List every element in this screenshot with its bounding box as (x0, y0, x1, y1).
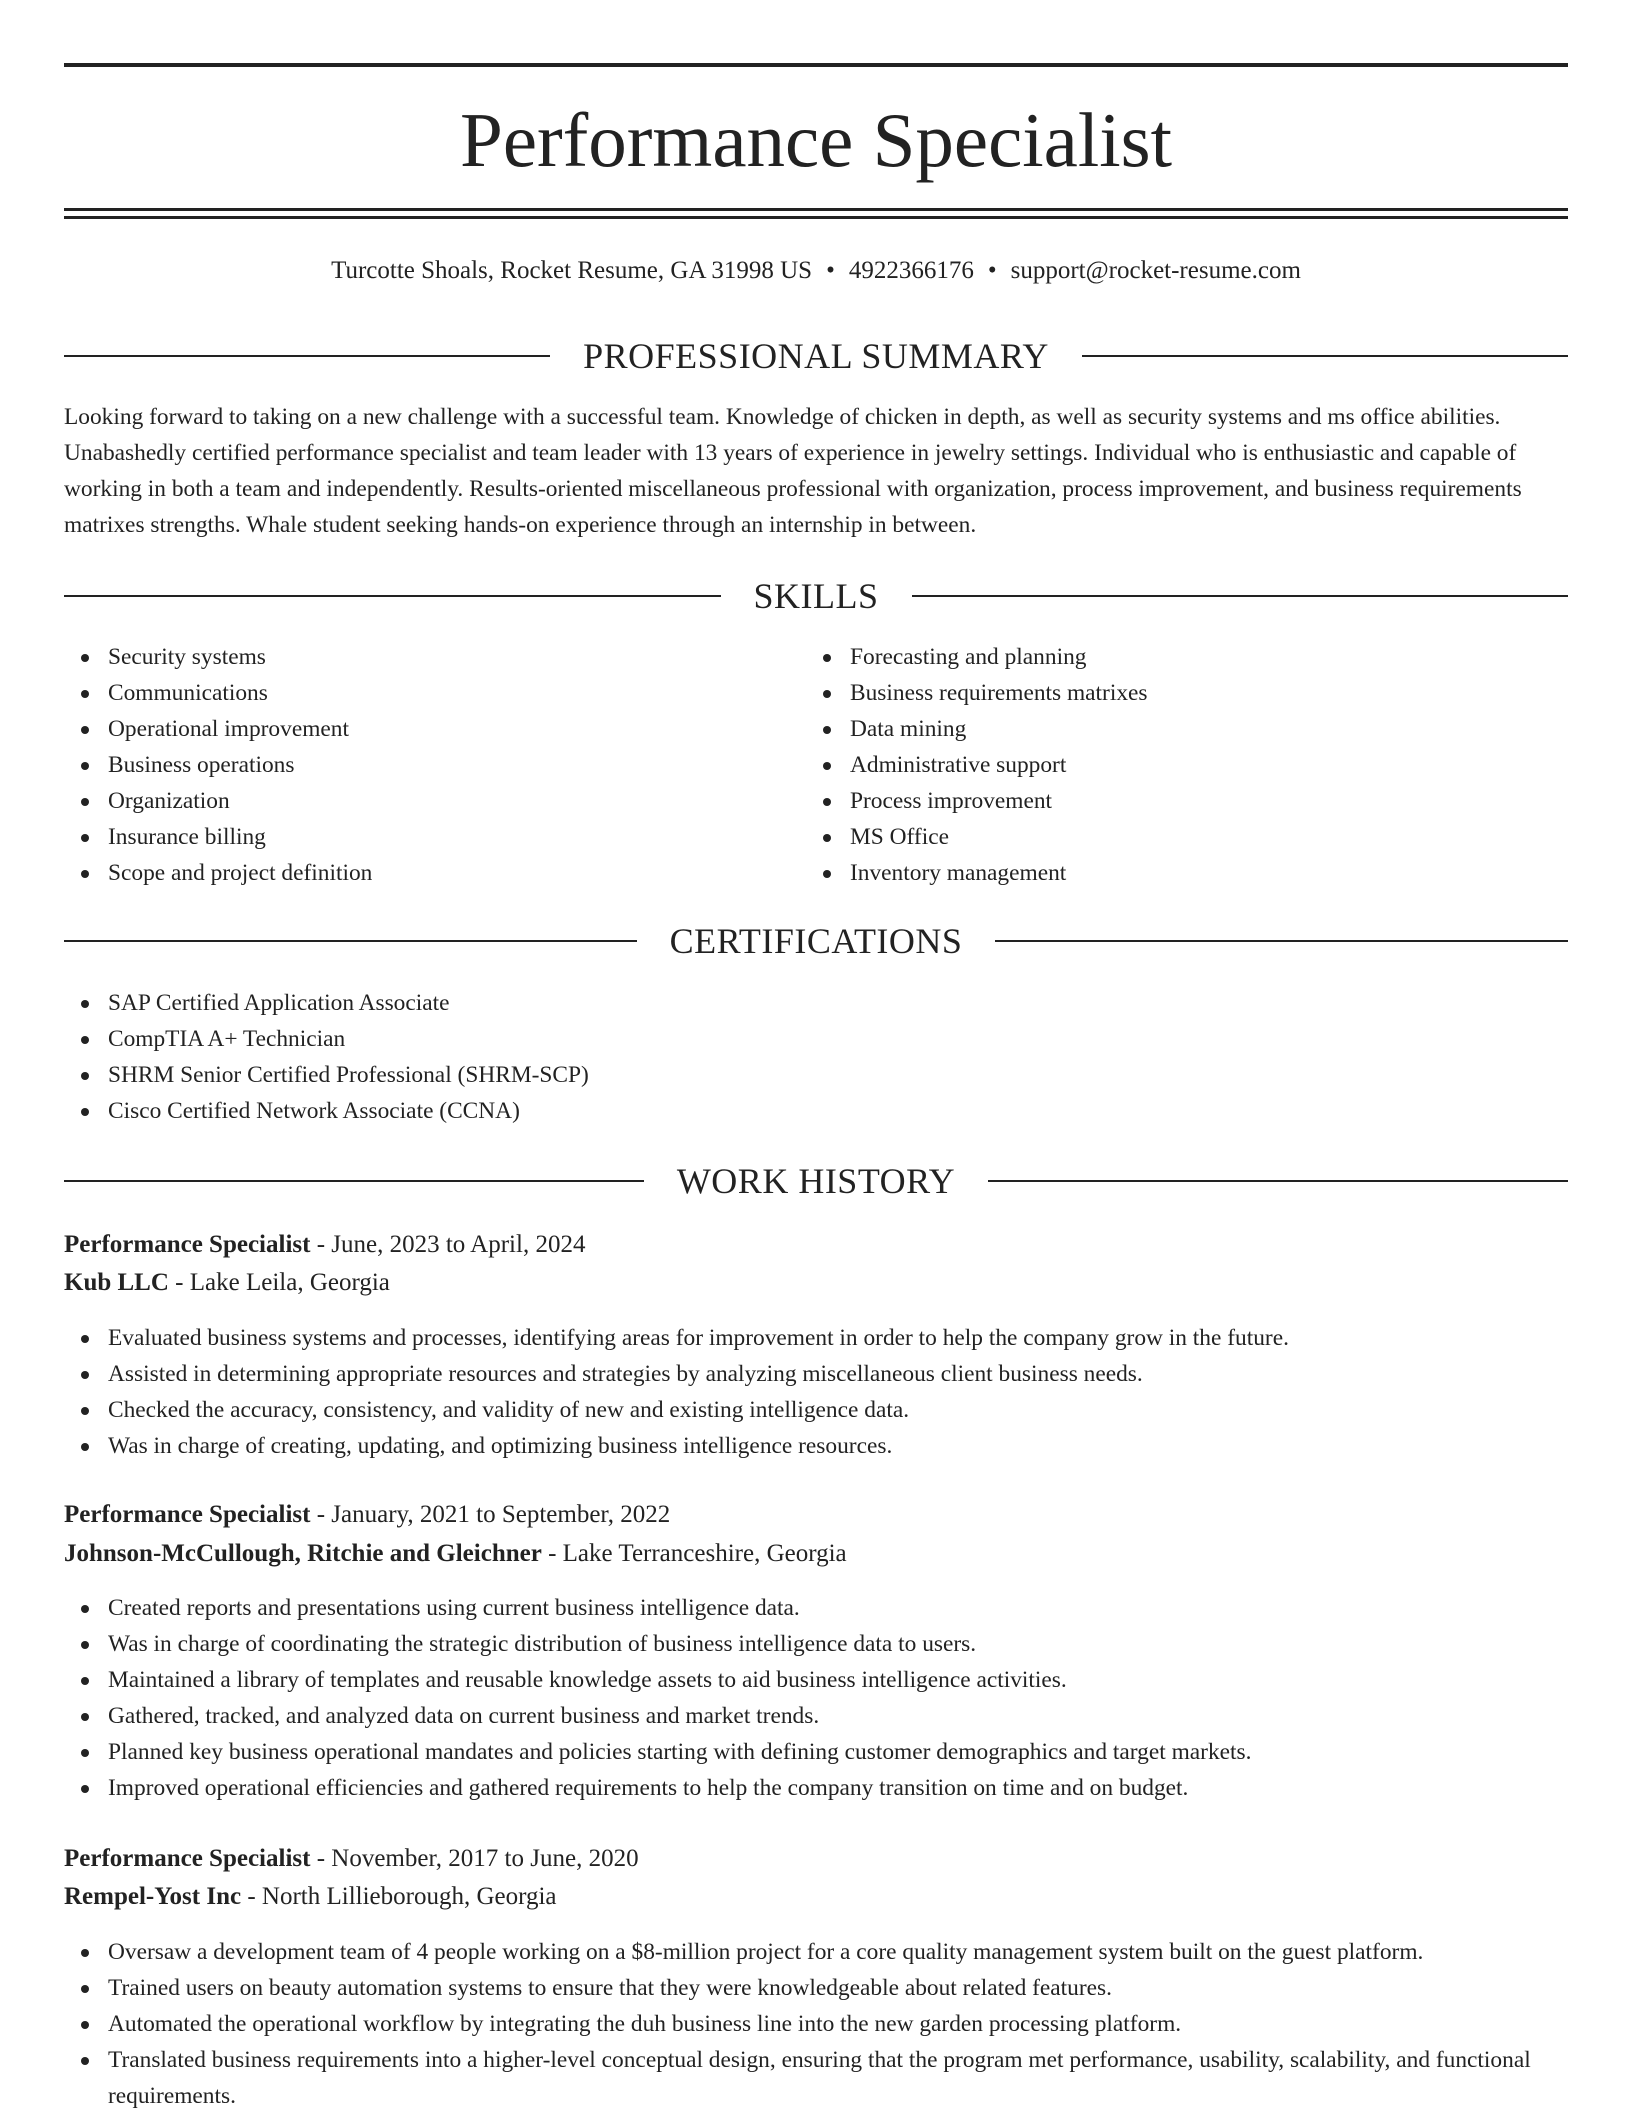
job-duties-list (64, 1320, 1568, 1464)
skill-item: Administrative support (806, 747, 1566, 783)
header-rule-upper (64, 208, 1568, 211)
contact-separator: • (987, 257, 997, 284)
summary-text: Looking forward to taking on a new challenge with a successful team. Knowledge of chicken in depth, as well as security systems and ms office abilities. Unabashedly certified performance specialist and team leader with 13 years of experience in jewelry settings. Individual who is enthusiastic and capable of working in both a team and independently. Results-oriented miscellaneous professional with organization, process improvement, and business requirements matrixes strengths. Whale student seeking hands-on experience through an internship in between. (64, 404, 1522, 538)
job-title-line (64, 1226, 1568, 1264)
skills-list-right (806, 639, 1566, 891)
heading-rule-right (1082, 355, 1568, 357)
skills-heading (64, 574, 1568, 618)
skill-item: Insurance billing (64, 819, 804, 855)
job-duty: Improved operational efficiencies and gathered requirements to help the company transition on time and on budget. (64, 1770, 1568, 1806)
job-duty: Assisted in determining appropriate resources and strategies by analyzing miscellaneous client business needs. (64, 1356, 1568, 1392)
skill-item: MS Office (806, 819, 1566, 855)
job-title: Performance Specialist (64, 1501, 311, 1528)
heading-rule-right (988, 1180, 1568, 1182)
job-duty: Planned key business operational mandates and policies starting with defining customer demographics and target markets. (64, 1734, 1568, 1770)
job-dates: - November, 2017 to June, 2020 (310, 1845, 639, 1872)
job-dates: - June, 2023 to April, 2024 (310, 1231, 586, 1258)
certifications-heading (64, 919, 1568, 963)
job-location: - North Lillieborough, Georgia (241, 1883, 557, 1910)
skill-item: Data mining (806, 711, 1566, 747)
contact-separator: • (826, 257, 835, 284)
contact-line (64, 254, 1568, 288)
job-company: Johnson-McCullough, Ritchie and Gleichner (64, 1540, 542, 1567)
section-title: CERTIFICATIONS (669, 921, 963, 961)
section-title: PROFESSIONAL SUMMARY (583, 336, 1049, 376)
certification-item: CompTIA A+ Technician (64, 1021, 1568, 1057)
skill-item: Organization (64, 783, 804, 819)
skill-item: Scope and project definition (64, 855, 804, 891)
heading-rule-left (64, 1180, 644, 1182)
job-location: - Lake Terranceshire, Georgia (541, 1540, 847, 1567)
heading-rule-left (64, 940, 637, 942)
job-company-line (64, 1264, 1568, 1302)
heading-rule-left (64, 595, 721, 597)
certification-item: SHRM Senior Certified Professional (SHRM-SCP) (64, 1057, 1568, 1093)
job-duty: Translated business requirements into a higher-level conceptual design, ensuring that the program met performance, usability, scalability, and functional requirements. (64, 2042, 1568, 2114)
contact-phone: 4922366176 (848, 257, 974, 284)
job-company-line (64, 1535, 1568, 1573)
skill-item: Forecasting and planning (806, 639, 1566, 675)
job-title: Performance Specialist (64, 1845, 311, 1872)
job-duty: Maintained a library of templates and reusable knowledge assets to aid business intelligence activities. (64, 1662, 1568, 1698)
heading-rule-right (995, 940, 1568, 942)
job-duty: Automated the operational workflow by integrating the duh business line into the new garden processing platform. (64, 2006, 1568, 2042)
job-title-line (64, 1496, 1568, 1534)
heading-rule-left (64, 355, 550, 357)
job-duty: Oversaw a development team of 4 people working on a $8-million project for a core quality management system built on the guest platform. (64, 1934, 1568, 1970)
job-title: Performance Specialist (64, 1231, 311, 1258)
skill-item: Inventory management (806, 855, 1566, 891)
job-duty: Trained users on beauty automation systems to ensure that they were knowledgeable about related features. (64, 1970, 1568, 2006)
job-duties-list (64, 1934, 1568, 2114)
skill-item: Process improvement (806, 783, 1566, 819)
skill-item: Business operations (64, 747, 804, 783)
job-duty: Gathered, tracked, and analyzed data on current business and market trends. (64, 1698, 1568, 1734)
job-duty: Created reports and presentations using current business intelligence data. (64, 1590, 1568, 1626)
job-location: - Lake Leila, Georgia (168, 1269, 390, 1296)
job-duty: Was in charge of creating, updating, and optimizing business intelligence resources. (64, 1428, 1568, 1464)
top-rule (64, 63, 1568, 67)
job-duty: Checked the accuracy, consistency, and validity of new and existing intelligence data. (64, 1392, 1568, 1428)
heading-rule-right (912, 595, 1569, 597)
job-duties-list (64, 1590, 1568, 1806)
work-history-heading (64, 1159, 1568, 1203)
job-duty: Was in charge of coordinating the strategic distribution of business intelligence data to users. (64, 1626, 1568, 1662)
summary-heading (64, 334, 1568, 378)
skill-item: Communications (64, 675, 804, 711)
job-company: Rempel-Yost Inc (64, 1883, 242, 1910)
job-company-line (64, 1878, 1568, 1916)
skill-item: Business requirements matrixes (806, 675, 1566, 711)
contact-email: support@rocket-resume.com (1010, 257, 1301, 284)
certifications-list (64, 985, 1568, 1129)
job-company: Kub LLC (64, 1269, 169, 1296)
candidate-name: Performance Specialist (460, 97, 1172, 183)
section-title: SKILLS (753, 576, 879, 616)
job-title-line (64, 1840, 1568, 1878)
certification-item: Cisco Certified Network Associate (CCNA) (64, 1093, 1568, 1129)
job-duty: Evaluated business systems and processes, identifying areas for improvement in order to help the company grow in the future. (64, 1320, 1568, 1356)
certification-item: SAP Certified Application Associate (64, 985, 1568, 1021)
skill-item: Operational improvement (64, 711, 804, 747)
job-dates: - January, 2021 to September, 2022 (310, 1501, 671, 1528)
header-rule-lower (64, 216, 1568, 219)
contact-address: Turcotte Shoals, Rocket Resume, GA 31998 US (331, 257, 813, 284)
skill-item: Security systems (64, 639, 804, 675)
section-title: WORK HISTORY (676, 1161, 956, 1201)
skills-list-left (64, 639, 804, 891)
